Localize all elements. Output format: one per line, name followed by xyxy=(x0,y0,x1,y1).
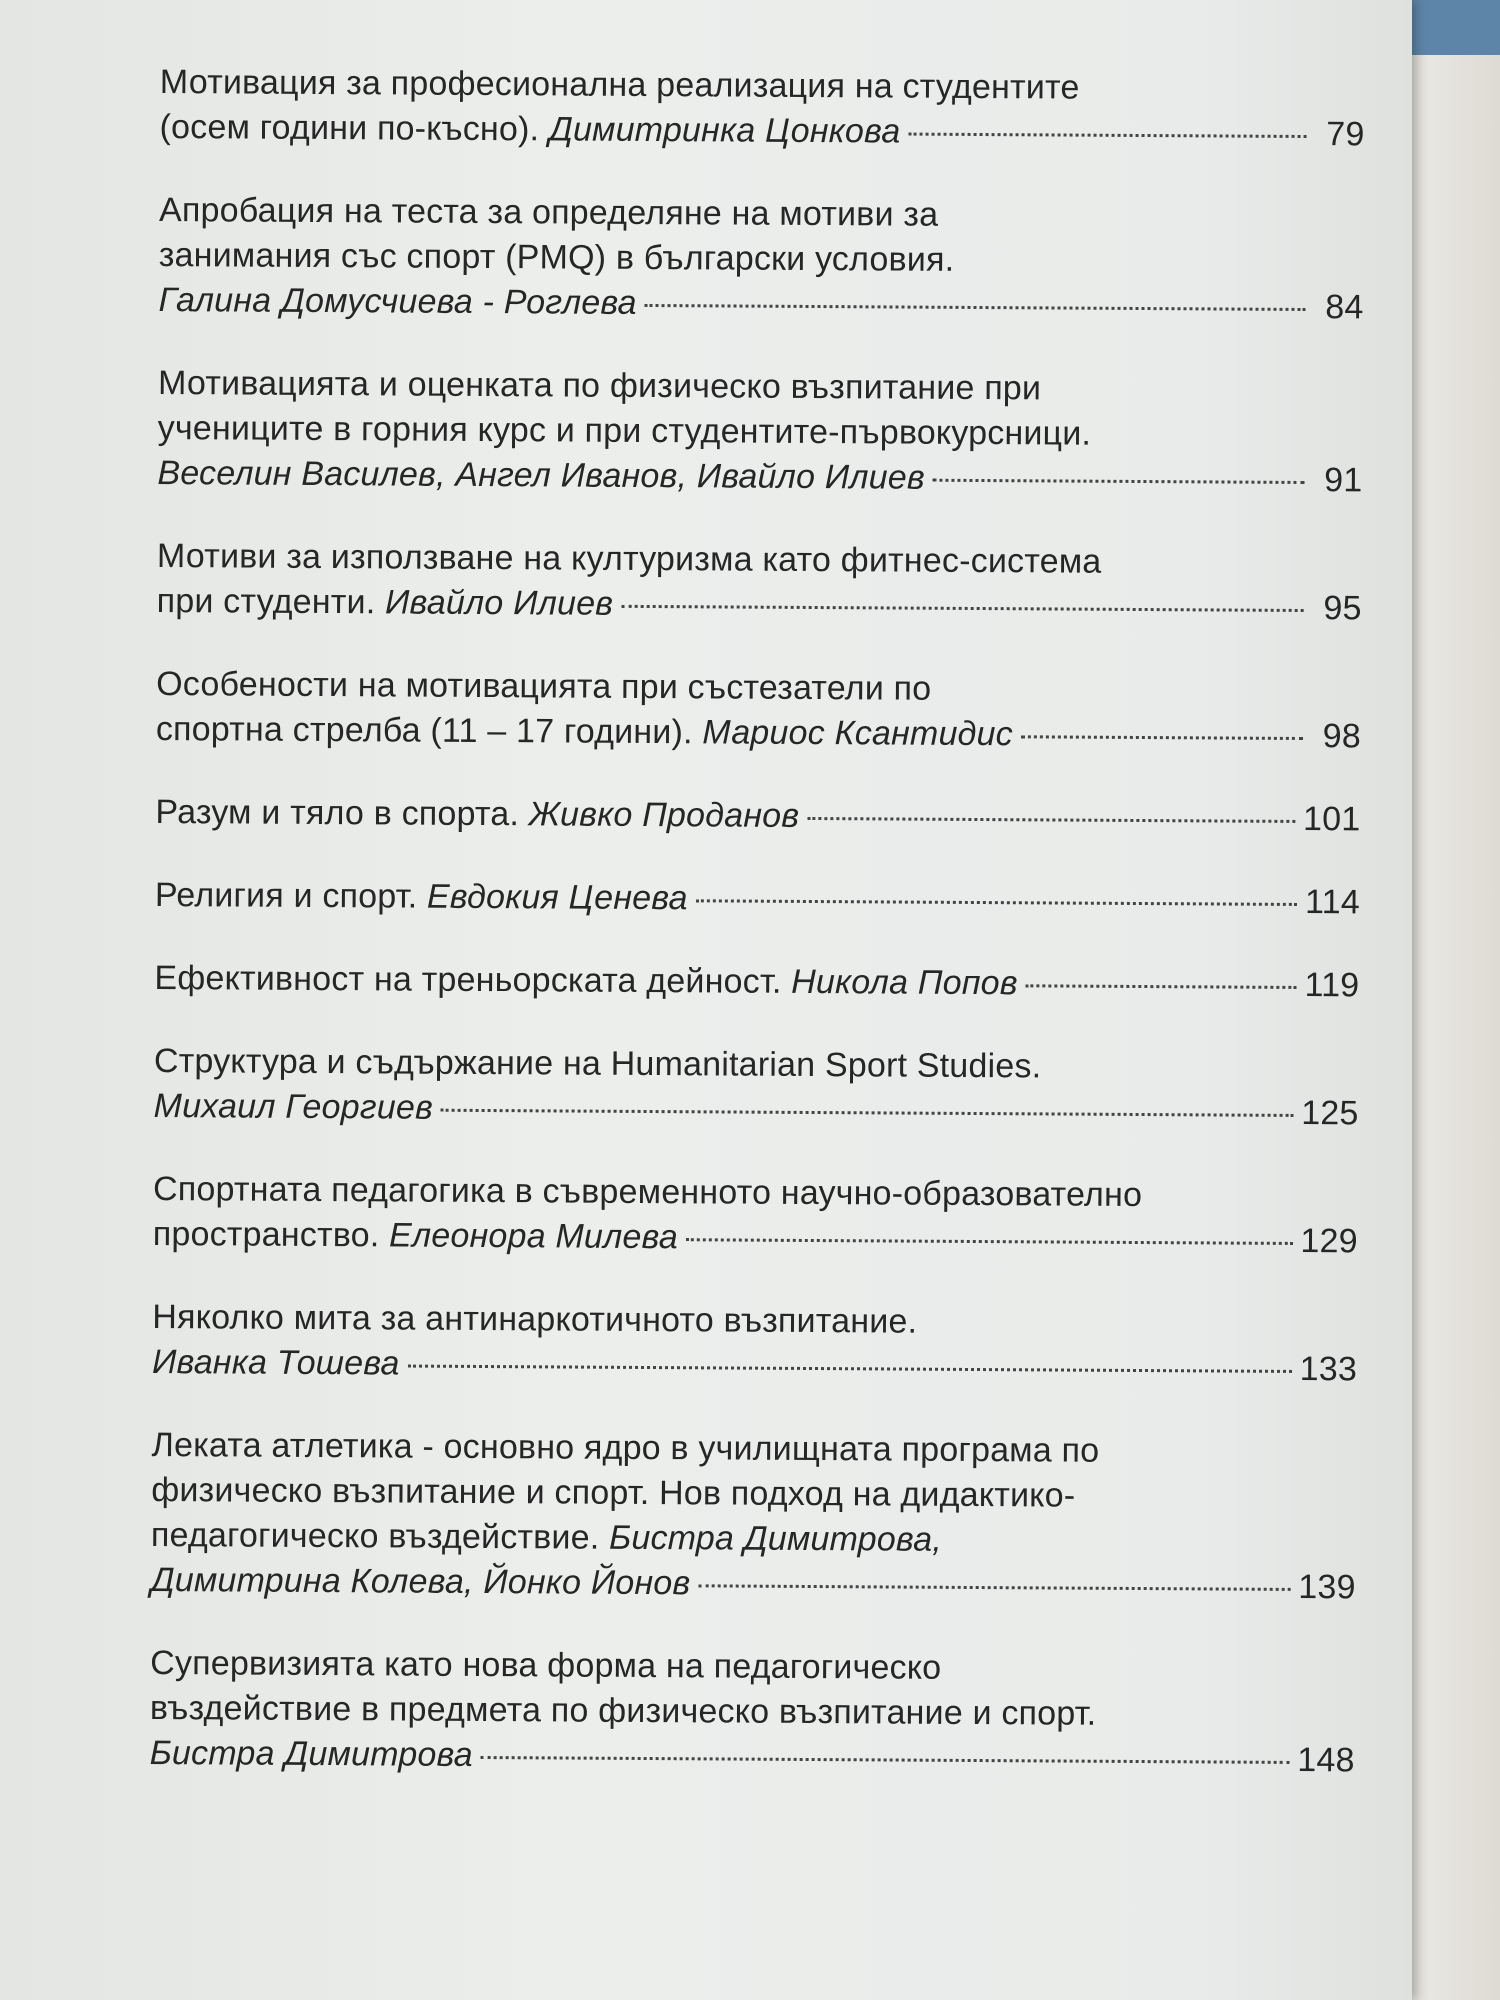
entry-line-text xyxy=(157,579,614,627)
entry-title-line: Мотивация за професионална реализация на студентите xyxy=(159,62,1080,107)
entry-author: Елеонора Милева xyxy=(388,1216,678,1257)
entry-title-text: Ефективност на треньорската дейност. xyxy=(154,958,792,1001)
entry-line-text xyxy=(157,451,925,501)
page-number: 119 xyxy=(1304,966,1360,1005)
toc-entry xyxy=(156,662,1362,759)
entry-title-line: Мотиви за използване на културизма като фитнес-система xyxy=(156,536,1102,581)
entry-last-line xyxy=(155,873,1360,925)
dot-leader xyxy=(1021,735,1303,740)
entry-last-line xyxy=(150,1731,1355,1783)
entry-author: Галина Домусчиева - Роглева xyxy=(158,280,637,322)
entry-last-line xyxy=(155,790,1360,842)
entry-last-line xyxy=(157,579,1362,631)
toc-entry xyxy=(159,60,1365,157)
toc-entry xyxy=(150,1641,1356,1783)
page-number: 98 xyxy=(1322,717,1362,756)
dot-leader xyxy=(621,605,1303,612)
entry-author: Евдокия Ценева xyxy=(426,877,688,918)
entry-author: Бистра Димитрова xyxy=(149,1733,473,1774)
dot-leader xyxy=(908,133,1306,138)
entry-line-text xyxy=(156,707,1013,757)
page-number: 79 xyxy=(1326,115,1365,154)
entry-line-text xyxy=(155,873,688,921)
toc-entry xyxy=(153,1167,1359,1264)
page-number: 133 xyxy=(1299,1349,1358,1389)
entry-author: Димитрина Колева, Йонко Йонов xyxy=(150,1560,691,1603)
entry-line-text xyxy=(159,105,900,155)
toc-entry xyxy=(157,534,1363,631)
page-number: 114 xyxy=(1304,883,1360,922)
entry-last-line xyxy=(156,707,1361,759)
toc-entry xyxy=(152,1295,1358,1392)
toc-entry xyxy=(155,873,1360,925)
adjacent-page xyxy=(1400,0,1500,2000)
entry-title-line xyxy=(151,1513,1356,1565)
page-number: 101 xyxy=(1302,799,1361,839)
toc-entry xyxy=(155,790,1360,842)
entry-line-text xyxy=(153,1084,433,1131)
entry-title-line: Мотивацията и оценката по физическо възпитание при xyxy=(157,363,1042,408)
entry-author: Димитринка Цонкова xyxy=(548,110,901,151)
entry-title-text: педагогическо въздействие. xyxy=(150,1515,610,1557)
dot-leader xyxy=(408,1365,1292,1373)
entry-line-text xyxy=(154,956,1018,1006)
entry-last-line xyxy=(151,1558,1356,1610)
entry-author: Бистра Димитрова, xyxy=(608,1518,943,1559)
entry-title-text: (осем години по-късно). xyxy=(159,107,549,149)
page-number: 125 xyxy=(1301,1093,1359,1133)
entry-line-text xyxy=(152,1340,400,1387)
entry-last-line xyxy=(154,956,1359,1008)
entry-author: Ивайло Илиев xyxy=(384,583,614,623)
entry-title-line: въздействие в предмета по физическо възпитание и спорт. xyxy=(149,1688,1097,1733)
entry-last-line xyxy=(157,451,1362,503)
entry-author: Михаил Георгиев xyxy=(153,1086,434,1127)
page-number: 95 xyxy=(1323,589,1362,628)
page-number: 129 xyxy=(1300,1221,1358,1261)
entry-author: Иванка Тошева xyxy=(151,1342,400,1383)
entry-last-line xyxy=(152,1340,1357,1392)
entry-title-line: учениците в горния курс и при студентите-първокурсници. xyxy=(157,408,1092,453)
entry-line-text xyxy=(150,1731,473,1778)
page-number: 84 xyxy=(1325,288,1364,327)
toc-entry xyxy=(151,1423,1357,1610)
toc-entry xyxy=(157,361,1363,503)
entry-title-line: занимания със спорт (PMQ) в български условия. xyxy=(158,235,955,279)
entry-title-line: Апробация на теста за определяне на мотиви за xyxy=(158,190,939,234)
entry-title-line: физическо възпитание и спорт. Нов подход на дидактико- xyxy=(151,1470,1076,1515)
entry-title-text: при студенти. xyxy=(156,581,386,622)
entry-title-text: Разум и тяло в спорта. xyxy=(155,792,529,834)
dot-leader xyxy=(441,1109,1293,1117)
entry-title-line: Няколко мита за антинаркотичното възпитание. xyxy=(152,1297,918,1341)
entry-title-text: спортна стрелба (11 – 17 години). xyxy=(155,709,703,752)
entry-author: Веселин Василев, Ангел Иванов, Ивайло Илиев xyxy=(157,453,926,497)
entry-last-line xyxy=(159,105,1364,157)
entry-last-line xyxy=(158,278,1363,330)
entry-author: Мариос Ксантидис xyxy=(702,713,1014,754)
page-number: 148 xyxy=(1297,1740,1355,1780)
entry-title-line: Леката атлетика - основно ядро в училищната програма по xyxy=(151,1425,1100,1470)
page-number: 139 xyxy=(1298,1567,1356,1607)
entry-line-text xyxy=(158,278,636,326)
entry-author: Никола Попов xyxy=(791,962,1018,1003)
entry-last-line xyxy=(153,1084,1358,1136)
entry-last-line xyxy=(153,1212,1358,1264)
entry-title-line: Структура и съдържание на Humanitarian Sport Studies. xyxy=(153,1041,1042,1086)
dot-leader xyxy=(933,479,1305,484)
dot-leader xyxy=(686,1238,1293,1245)
toc-entry xyxy=(154,956,1359,1008)
entry-line-text xyxy=(153,1212,678,1260)
entry-title-line: Супервизията като нова форма на педагогическо xyxy=(150,1643,942,1687)
toc-entry xyxy=(153,1039,1359,1136)
dot-leader xyxy=(807,817,1295,823)
entry-author: Живко Проданов xyxy=(528,795,800,835)
dot-leader xyxy=(698,1584,1290,1591)
dot-leader xyxy=(645,304,1306,311)
toc-entry xyxy=(158,188,1364,330)
entry-title-text: Религия и спорт. xyxy=(154,875,428,916)
page-number: 91 xyxy=(1324,461,1363,500)
entry-title-text: пространство. xyxy=(152,1214,390,1255)
entry-title-line: Спортната педагогика в съвременното научно-образователно xyxy=(152,1169,1143,1215)
table-of-contents xyxy=(149,60,1365,1821)
entry-line-text xyxy=(151,1558,691,1606)
dot-leader xyxy=(696,899,1297,906)
entry-line-text xyxy=(155,790,799,839)
dot-leader xyxy=(481,1756,1289,1764)
entry-title-line: Особености на мотивацията при състезатели по xyxy=(156,664,932,708)
dot-leader xyxy=(1026,984,1297,989)
